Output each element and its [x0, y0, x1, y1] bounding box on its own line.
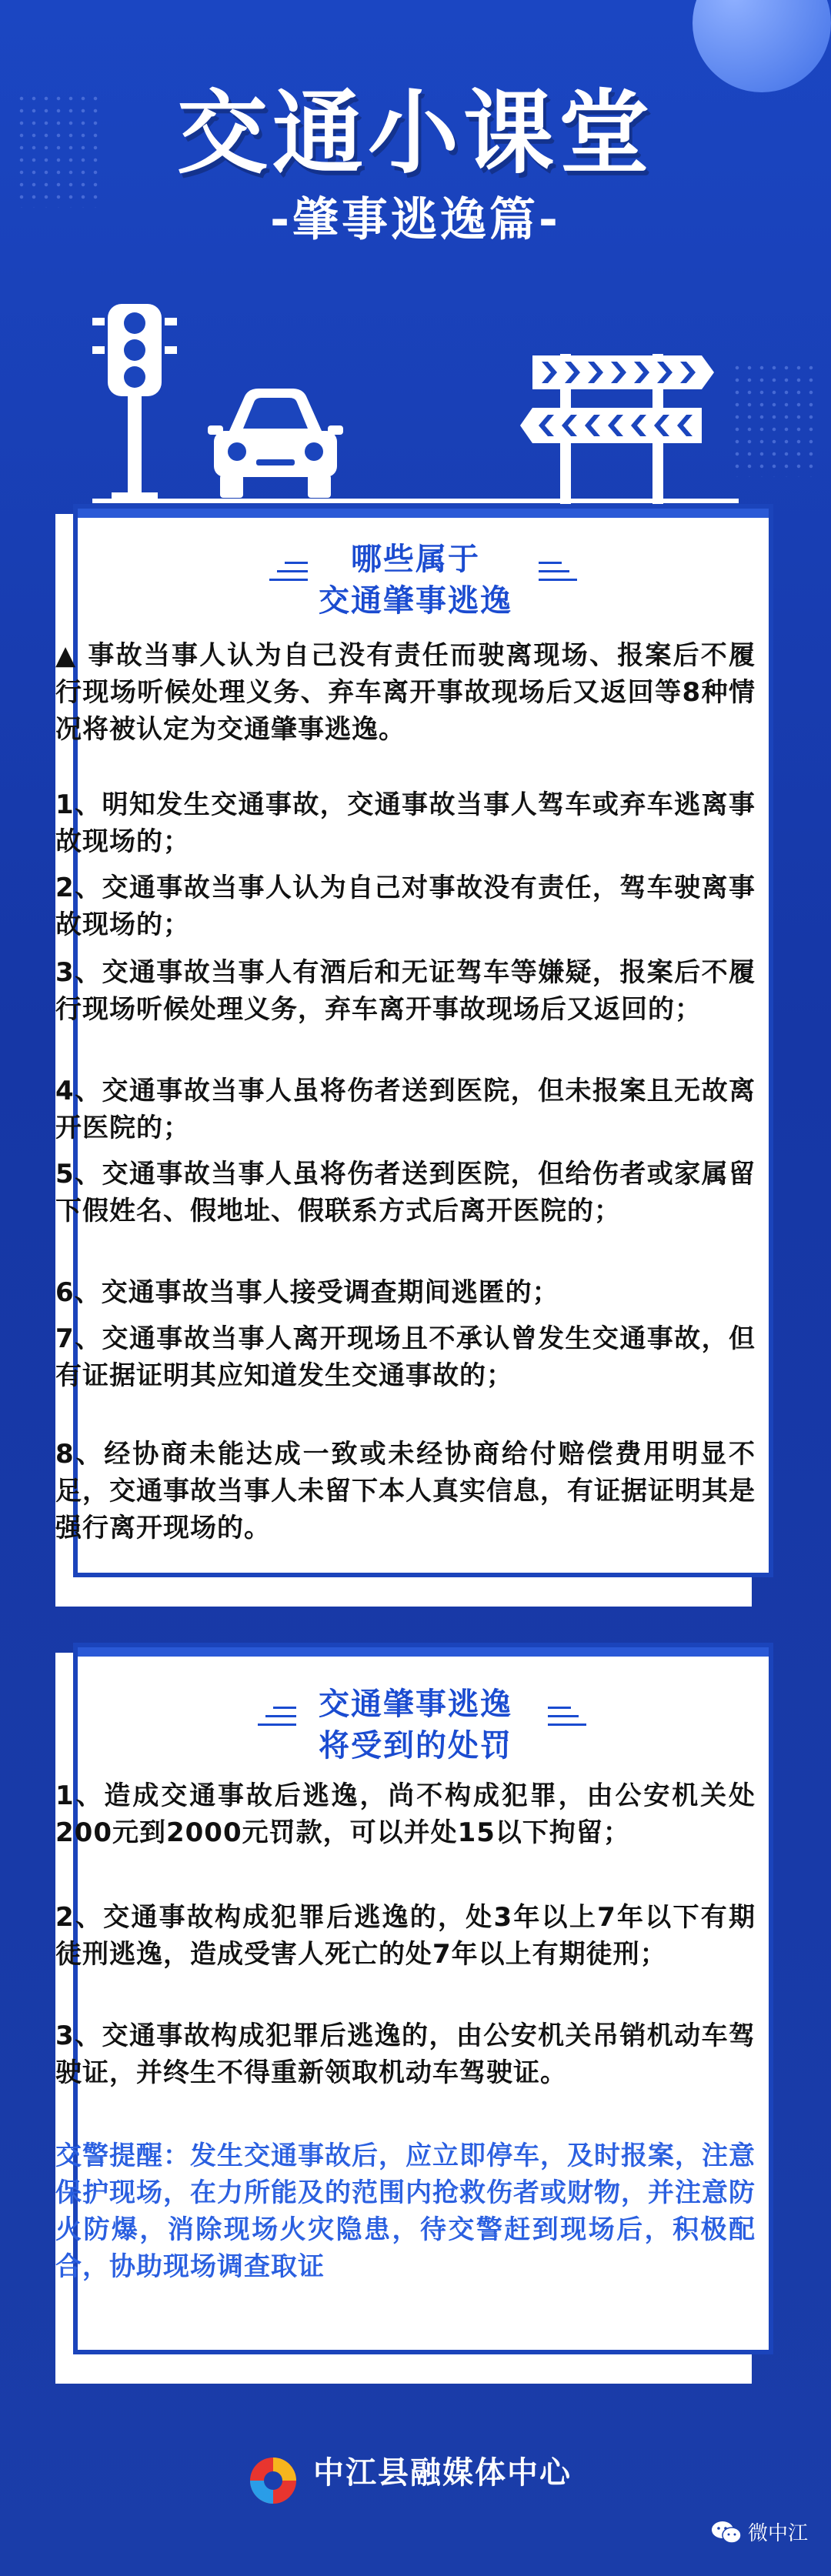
wechat-label: 微中江: [747, 2522, 808, 2545]
section2-paragraph: 1、造成交通事故后逃逸，尚不构成犯罪，由公安机关处200元到2000元罚款，可以并处15以下拘留；: [55, 1780, 756, 1848]
section1-heading-line2: 交通肇事逃逸: [319, 583, 512, 619]
direction-sign-icon: [517, 354, 717, 504]
section1-paragraph: 3、交通事故当事人有酒后和无证驾车等嫌疑，报案后不履行现场听候处理义务，弃车离开事故现场后又返回的；: [55, 957, 756, 1025]
section1-paragraph: 2、交通事故当事人认为自己对事故没有责任，驾车驶离事故现场的；: [55, 873, 756, 940]
section2-paragraph: 3、交通事故构成犯罪后逃逸的，由公安机关吊销机动车驾驶证，并终生不得重新领取机动车驾驶证。: [55, 2020, 756, 2088]
heading-lines-right: [548, 1700, 586, 1726]
section1-paragraph: 1、明知发生交通事故，交通事故当事人驾车或弃车逃离事故现场的；: [55, 789, 756, 857]
car-icon: [206, 389, 345, 500]
traffic-light-icon: [92, 304, 177, 504]
hero-banner: [0, 0, 831, 492]
heading-lines-right: [539, 556, 577, 581]
section1-paragraph: 4、交通事故当事人虽将伤者送到医院，但未报案且无故离开医院的；: [55, 1076, 756, 1143]
section2-heading-line2: 将受到的处罚: [319, 1728, 512, 1763]
section1-paragraph: 5、交通事故当事人虽将伤者送到医院，但给伤者或家属留下假姓名、假地址、假联系方式后离开医院的；: [55, 1159, 756, 1226]
wechat-icon: [711, 2521, 742, 2544]
section1-heading: [0, 539, 831, 622]
page-title: 交通小课堂: [176, 80, 654, 186]
section1-paragraph: 8、经协商未能达成一致或未经协商给付赔偿费用明显不足，交通事故当事人未留下本人真实信息，有证据证明其是强行离开现场的。: [55, 1439, 756, 1543]
heading-lines-left: [269, 556, 308, 581]
section1-paragraph: ▲ 事故当事人认为自己没有责任而驶离现场、报案后不履行现场听候处理义务、弃车离开事故现场后又返回等8种情况将被认定为交通肇事逃逸。: [55, 640, 756, 745]
section2-paragraph: 2、交通事故构成犯罪后逃逸的，处3年以上7年以下有期徒刑逃逸，造成受害人死亡的处7年以上有期徒刑；: [55, 1902, 756, 1970]
card-top-bar: [78, 509, 769, 518]
ground-line: [92, 499, 739, 503]
wechat-account[interactable]: [711, 2518, 808, 2546]
logo-mark-icon: [242, 2447, 304, 2508]
card-top-bar: [78, 1647, 769, 1657]
page-subtitle: -肇事逃逸篇-: [270, 193, 561, 247]
section2-heading-line1: 交通肇事逃逸: [319, 1687, 512, 1722]
section1-heading-line1: 哪些属于: [351, 542, 480, 577]
section1-paragraph: 6、交通事故当事人接受调查期间逃匿的；: [55, 1277, 559, 1308]
footer-logo: [242, 2447, 581, 2501]
traffic-police-tip: 交警提醒：发生交通事故后，应立即停车，及时报案，注意保护现场，在力所能及的范围内抢救伤者或财物，并注意防火防爆，消除现场火灾隐患，待交警赶到现场后，积极配合，协助现场调查取证: [55, 2141, 756, 2282]
section1-paragraph: 7、交通事故当事人离开现场且不承认曾发生交通事故，但有证据证明其应知道发生交通事故的；: [55, 1323, 756, 1391]
org-name: 中江县融媒体中心: [313, 2455, 572, 2491]
section2-heading: [0, 1683, 831, 1767]
heading-lines-left: [258, 1700, 296, 1726]
